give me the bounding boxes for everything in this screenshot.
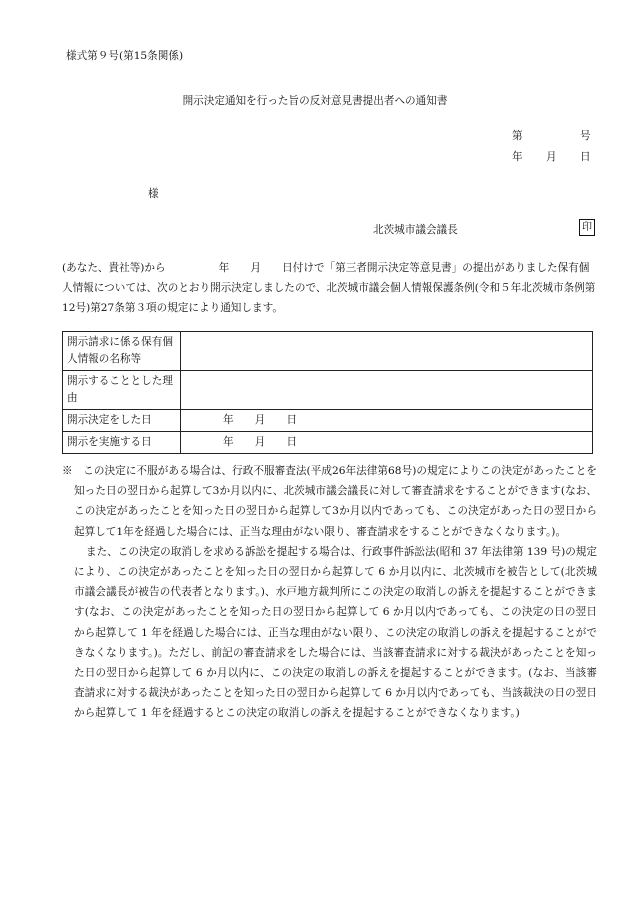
number-label-go: 号 <box>580 130 591 142</box>
row-label-decision-date: 開示決定をした日 <box>63 410 181 432</box>
seal-mark: 印 <box>579 219 595 236</box>
date-month-label: 月 <box>546 151 557 163</box>
document-title: 開示決定通知を行った旨の反対意見書提出者への通知書 <box>182 95 448 107</box>
row-label-implementation-date: 開示を実施する日 <box>63 432 181 454</box>
row-value-reason <box>181 371 593 410</box>
table-row <box>63 332 593 371</box>
addressee-sama: 様 <box>148 188 159 200</box>
table-row <box>63 371 593 410</box>
number-label-dai: 第 <box>512 130 523 142</box>
note-lawsuit: また、この決定の取消しを求める訴訟を提起する場合は、行政事件訴訟法(昭和 37 年法律第 139 号)の規定により、この決定があったことを知った日の翌日から起算して 6 か月以内に、北茨城市を被告として(北茨城市議会議長が被告の代表者となります。)、水戸地方裁判所にこの決定の取消しの訴えを提起することができます(なお、この決定があったことを知った日の翌日から起算して 6 か月以内であっても、この決定の日の翌日から起算して 1 年を経過した場合には、正当な理由がない限り、この決定の取消しの訴えを提起することができなくなります。)。ただし、前記の審査請求をした場合には、当該審査請求に対する裁決があったことを知った日の翌日から起算して 6 か月以内に、この決定の取消しの訴えを提起することができます。(なお、当該審査請求に対する裁決があったことを知った日の翌日から起算して 6 か月以内であっても、当該裁決の日の翌日から起算して 1 年を経過するとこの決定の取消しの訴えを提起することができなくなります。) <box>74 545 597 720</box>
date-year-label: 年 <box>512 151 523 163</box>
notes-section <box>62 461 597 724</box>
disclosure-info-table <box>62 331 593 454</box>
table-row <box>63 410 593 432</box>
note-appeal: ※ この決定に不服がある場合は、行政不服審査法(平成26年法律第68号)の規定によりこの決定があったことを知った日の翌日から起算して3か月以内に、北茨城市議会議長に対して審査請求をすることができます(なお、この決定があったことを知った日の翌日から起算して3か月以内であっても、この決定があった日の翌日から起算して1年を経過した場合には、正当な理由がない限り、審査請求をすることができなくなります。)。 <box>62 465 597 538</box>
table-row <box>63 432 593 454</box>
row-label-reason: 開示することとした理由 <box>63 371 181 410</box>
notice-paragraph: (あなた、貴社等)から 年 月 日付けで「第三者開示決定等意見書」の提出がありました保有個人情報については、次のとおり開示決定しましたので、北茨城市議会個人情報保護条例(令和５年北茨城市条例第12号)第27条第３項の規定により通知します。 <box>62 262 596 315</box>
issuer-name: 北茨城市議会議長 <box>373 224 458 236</box>
row-value-info-name <box>181 332 593 371</box>
date-day-label: 日 <box>580 151 591 163</box>
row-label-info-name: 開示請求に係る保有個人情報の名称等 <box>63 332 181 371</box>
row-value-implementation-date: 年 月 日 <box>181 432 593 454</box>
row-value-decision-date: 年 月 日 <box>181 410 593 432</box>
form-label: 様式第９号(第15条関係) <box>66 50 184 62</box>
notice-body <box>62 258 597 319</box>
